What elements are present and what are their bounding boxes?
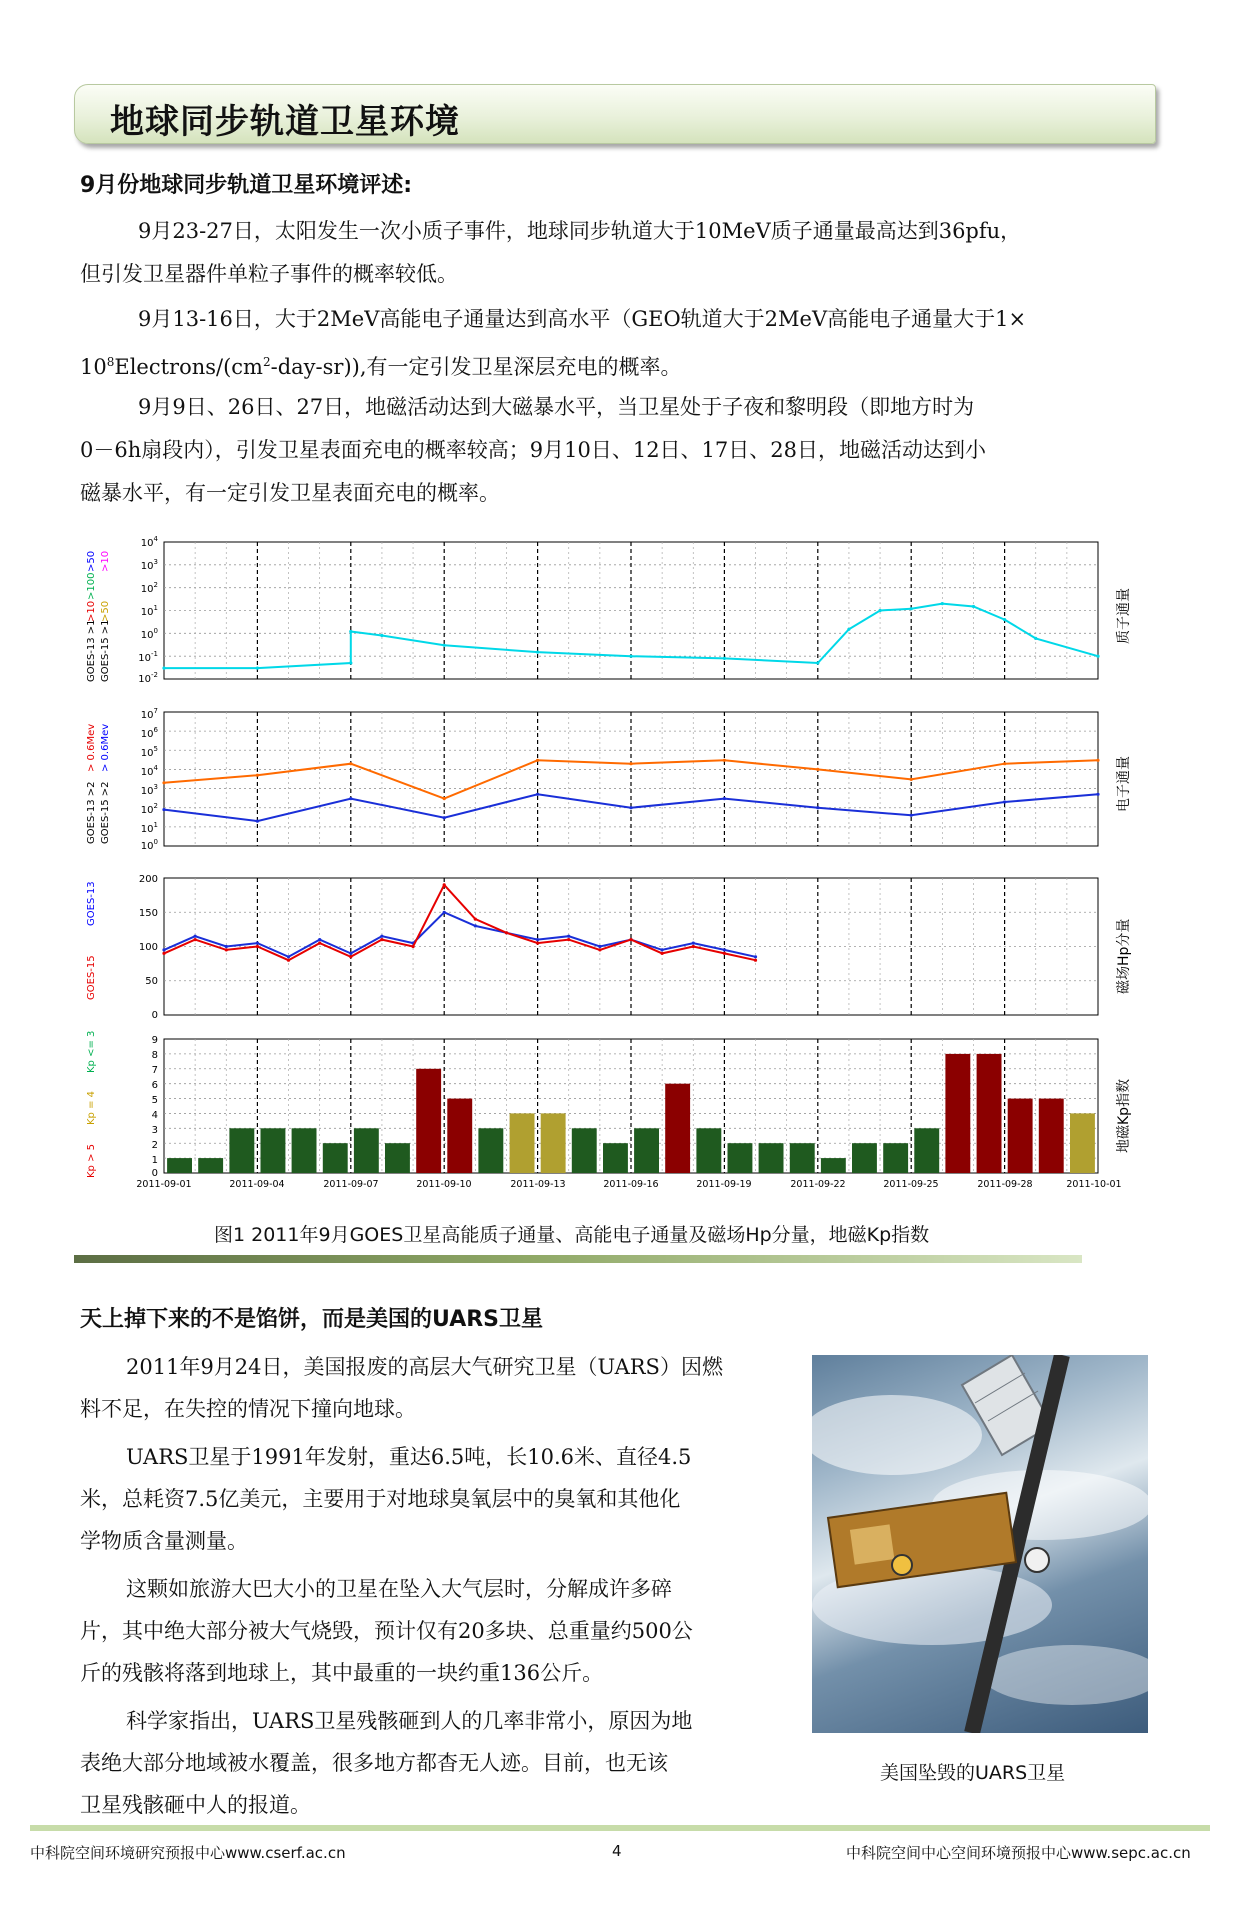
y-tick-label: 6 (151, 1080, 158, 1091)
kp-bar (821, 1158, 846, 1173)
data-point (567, 935, 570, 938)
para-line: 磁暴水平，有一定引发卫星表面充电的概率。 (80, 481, 500, 505)
data-point (723, 657, 726, 660)
legend-entry: GOES-15 (86, 955, 97, 1000)
data-point (318, 942, 321, 945)
para-line: 学物质含量测量。 (80, 1529, 248, 1553)
hp-panel-title: 磁场Hp分量 (1116, 918, 1132, 994)
paragraph-electron-flux (80, 298, 1160, 389)
x-tick-label: 2011-10-01 (1066, 1179, 1122, 1190)
x-tick-label: 2011-09-13 (510, 1179, 566, 1190)
power-base: 10 (80, 355, 107, 379)
legend-entry: >100 (86, 572, 97, 600)
kp-bar (354, 1128, 379, 1173)
data-point (910, 778, 913, 781)
data-point (1003, 618, 1006, 621)
hp-legend (86, 881, 97, 1000)
kp-bar (198, 1158, 223, 1173)
y-tick-label: $10^{-1}$ (138, 650, 158, 664)
photo-caption: 美国坠毁的UARS卫星 (880, 1762, 1066, 1784)
y-tick-label: $10^5$ (140, 745, 158, 759)
legend-entry: >10 (86, 600, 97, 622)
y-tick-label: 50 (145, 976, 158, 987)
y-tick-label: 9 (151, 1035, 158, 1046)
y-tick-label: $10^1$ (140, 604, 158, 618)
legend-entry: > 0.6Mev (86, 723, 97, 772)
data-point (443, 644, 446, 647)
data-point (443, 816, 446, 819)
x-tick-label: 2011-09-07 (323, 1179, 379, 1190)
data-point (256, 820, 259, 823)
kp-bar (541, 1113, 566, 1173)
x-tick-label: 2011-09-01 (136, 1179, 192, 1190)
kp-bar (852, 1143, 877, 1173)
uars-satellite-photo (812, 1355, 1148, 1733)
proton-y-ticks (138, 535, 158, 685)
data-point (225, 948, 228, 951)
y-tick-label: 200 (138, 874, 158, 885)
figure-caption: 图1 2011年9月GOES卫星高能质子通量、高能电子通量及磁场Hp分量，地磁Kp指数 (214, 1224, 930, 1246)
x-tick-label: 2011-09-28 (977, 1179, 1033, 1190)
data-point (816, 768, 819, 771)
unit-text: -day-sr)),有一定引发卫星深层充电的概率。 (270, 355, 682, 379)
legend-entry: GOES-13 (86, 881, 97, 926)
data-point (256, 667, 259, 670)
para-line: 斤的残骸将落到地球上，其中最重的一块约重136公斤。 (80, 1661, 604, 1685)
y-tick-label: $10^0$ (140, 627, 158, 641)
data-point (1003, 762, 1006, 765)
x-tick-label: 2011-09-22 (790, 1179, 846, 1190)
data-point (380, 935, 383, 938)
data-point (162, 808, 165, 811)
data-point (754, 959, 757, 962)
data-point (754, 955, 757, 958)
power-exponent: 2 (262, 355, 271, 369)
data-point (443, 911, 446, 914)
panel-titles (1115, 588, 1132, 1153)
page-number: 4 (612, 1842, 622, 1860)
kp-bar (1070, 1113, 1095, 1173)
legend-entry: >10 (100, 550, 111, 572)
kp-bar (883, 1143, 908, 1173)
data-point (816, 661, 819, 664)
kp-bar (167, 1158, 192, 1173)
data-point (162, 948, 165, 951)
page-title: 地球同步轨道卫星环境 (110, 102, 460, 142)
y-tick-label: 2 (151, 1140, 158, 1151)
y-tick-label: $10^3$ (140, 558, 158, 572)
data-point (1096, 793, 1099, 796)
data-point (194, 938, 197, 941)
legend-entry: > 0.6Mev (100, 723, 111, 772)
para-line: UARS卫星于1991年发射，重达6.5吨，长10.6米、直径4.5 (126, 1445, 692, 1469)
data-point (629, 655, 632, 658)
data-point (910, 814, 913, 817)
para-line: 米，总耗资7.5亿美元，主要用于对地球臭氧层中的臭氧和其他化 (80, 1487, 681, 1511)
x-tick-label: 2011-09-16 (603, 1179, 659, 1190)
data-point (536, 793, 539, 796)
kp-bar (1039, 1099, 1064, 1173)
data-point (847, 628, 850, 631)
y-tick-label: 4 (151, 1110, 158, 1121)
data-point (723, 948, 726, 951)
electron-y-ticks (141, 707, 159, 852)
data-point (287, 959, 290, 962)
paragraph-geomagnetic (80, 386, 1160, 515)
data-point (349, 762, 352, 765)
data-point (505, 931, 508, 934)
kp-bar (914, 1128, 939, 1173)
section-heading-geo: 9月份地球同步轨道卫星环境评述: (80, 173, 413, 198)
electron-panel-title: 电子通量 (1116, 756, 1132, 812)
data-point (287, 955, 290, 958)
data-point (536, 942, 539, 945)
kp-legend (86, 1031, 97, 1178)
proton-panel-title: 质子通量 (1116, 588, 1132, 644)
y-tick-label: $10^7$ (140, 707, 158, 721)
legend-entry: GOES-13 >2 (86, 781, 97, 844)
para-line: 这颗如旅游大巴大小的卫星在坠入大气层时，分解成许多碎 (126, 1577, 672, 1601)
data-point (536, 759, 539, 762)
y-tick-label: $10^2$ (140, 581, 158, 595)
data-point (629, 806, 632, 809)
kp-bar (447, 1099, 472, 1173)
uars-article (80, 1346, 800, 1826)
kp-bar (292, 1128, 317, 1173)
data-point (349, 661, 352, 664)
proton-legend (86, 551, 111, 682)
data-point (629, 938, 632, 941)
data-point (598, 945, 601, 948)
data-point (412, 945, 415, 948)
x-tick-labels (136, 1179, 1121, 1190)
x-tick-label: 2011-09-10 (416, 1179, 472, 1190)
kp-bar (790, 1143, 815, 1173)
data-point (194, 935, 197, 938)
para-line: 卫星残骸砸中人的报道。 (80, 1793, 311, 1817)
satellite-illustration (812, 1355, 1148, 1733)
para-line (80, 341, 1160, 389)
legend-entry: Kp = 4 (86, 1090, 97, 1125)
kp-bar (603, 1143, 628, 1173)
data-point (256, 774, 259, 777)
para-line: 9月13-16日，大于2MeV高能电子通量达到高水平（GEO轨道大于2MeV高能电子通量大于1× (138, 307, 1027, 331)
y-tick-label: 150 (138, 908, 158, 919)
data-point (536, 938, 539, 941)
legend-entry: Kp > 5 (86, 1143, 97, 1178)
data-point (474, 924, 477, 927)
data-point (629, 762, 632, 765)
data-point (349, 952, 352, 955)
data-point (1096, 655, 1099, 658)
legend-entry: GOES-15 >1 (100, 619, 111, 682)
kp-bar (510, 1113, 535, 1173)
data-point (1096, 759, 1099, 762)
data-point (349, 797, 352, 800)
data-point (879, 609, 882, 612)
power-exponent: 8 (106, 355, 115, 369)
data-point (318, 938, 321, 941)
y-tick-label: 100 (138, 942, 158, 953)
para-line: 9月23-27日，太阳发生一次小质子事件，地球同步轨道大于10MeV质子通量最高达到36pfu， (138, 219, 1022, 243)
kp-bar (945, 1054, 970, 1173)
kp-bar (696, 1128, 721, 1173)
footer-right-text: 中科院空间中心空间环境预报中心www.sepc.ac.cn (846, 1844, 1191, 1862)
data-point (723, 759, 726, 762)
kp-bar (416, 1069, 441, 1173)
para-line: 2011年9月24日，美国报废的高层大气研究卫星（UARS）因燃 (126, 1355, 723, 1379)
kp-panel-title: 地磁Kp指数 (1116, 1078, 1132, 1153)
y-tick-label: $10^4$ (140, 764, 158, 778)
data-point (567, 938, 570, 941)
kp-bar (1008, 1099, 1033, 1173)
data-point (661, 952, 664, 955)
data-point (692, 942, 695, 945)
legend-entry: GOES-15 >2 (100, 781, 111, 844)
data-point (816, 806, 819, 809)
y-tick-label: $10^4$ (140, 535, 158, 549)
x-tick-label: 2011-09-04 (229, 1179, 285, 1190)
footer-divider (30, 1825, 1210, 1831)
data-point (598, 948, 601, 951)
y-tick-label: $10^{-2}$ (138, 671, 158, 685)
kp-bar (665, 1084, 690, 1173)
para-line: 科学家指出，UARS卫星残骸砸到人的几率非常小，原因为地 (126, 1709, 693, 1733)
data-point (1003, 800, 1006, 803)
data-point (692, 945, 695, 948)
data-point (256, 942, 259, 945)
section-heading-uars: 天上掉下来的不是馅饼，而是美国的UARS卫星 (80, 1307, 544, 1332)
electron-legend (86, 724, 111, 844)
y-tick-label: $10^2$ (140, 802, 158, 816)
y-tick-label: $10^1$ (140, 821, 158, 835)
data-point (443, 797, 446, 800)
data-point (162, 667, 165, 670)
data-point (536, 651, 539, 654)
kp-bar (261, 1128, 286, 1173)
kp-bar (759, 1143, 784, 1173)
legend-entry: GOES-13 >1 (86, 619, 97, 682)
para-line: 片，其中绝大部分被大气烧毁，预计仅有20多块、总重量约500公 (80, 1619, 693, 1643)
unit-text: Electrons/(cm (114, 355, 263, 379)
y-tick-label: 0 (151, 1010, 158, 1021)
goes-figure (74, 528, 1174, 1198)
data-point (162, 781, 165, 784)
paragraph-proton-event (80, 210, 1160, 296)
para-line: 0－6h扇段内），引发卫星表面充电的概率较高；9月10日、12日、17日、28日，地磁活动达到小 (80, 438, 986, 462)
kp-bar (634, 1128, 659, 1173)
section-divider (74, 1255, 1082, 1263)
footer-left-text: 中科院空间环境研究预报中心www.cserf.ac.cn (30, 1844, 346, 1862)
data-point (443, 883, 446, 886)
y-tick-label: $10^0$ (140, 838, 158, 852)
data-point (941, 602, 944, 605)
y-tick-label: 8 (151, 1050, 158, 1061)
y-tick-label: 0 (151, 1168, 158, 1179)
kp-bar (977, 1054, 1002, 1173)
data-point (723, 797, 726, 800)
data-point (910, 607, 913, 610)
y-tick-label: $10^6$ (140, 726, 158, 740)
data-point (380, 938, 383, 941)
data-point (474, 918, 477, 921)
legend-entry: Kp <= 3 (86, 1030, 97, 1073)
kp-bar (323, 1143, 348, 1173)
para-line: 料不足，在失控的情况下撞向地球。 (80, 1397, 416, 1421)
y-tick-label: 7 (151, 1065, 158, 1076)
kp-y-ticks (152, 1035, 158, 1179)
x-tick-label: 2011-09-25 (883, 1179, 939, 1190)
data-point (380, 634, 383, 637)
para-line: 9月9日、26日、27日，地磁活动达到大磁暴水平，当卫星处于子夜和黎明段（即地方时为 (138, 395, 975, 419)
y-tick-label: 5 (151, 1095, 158, 1106)
kp-bar (572, 1128, 597, 1173)
legend-entry: >50 (100, 600, 111, 622)
para-line: 表绝大部分地域被水覆盖，很多地方都杳无人迹。目前，也无该 (80, 1751, 668, 1775)
y-tick-label: $10^3$ (140, 783, 158, 797)
para-line: 但引发卫星器件单粒子事件的概率较低。 (80, 262, 458, 286)
data-point (972, 605, 975, 608)
data-point (1034, 637, 1037, 640)
x-tick-label: 2011-09-19 (696, 1179, 752, 1190)
data-point (661, 948, 664, 951)
kp-bar (478, 1128, 503, 1173)
data-point (225, 945, 228, 948)
kp-bar (385, 1143, 410, 1173)
y-tick-label: 1 (151, 1155, 158, 1166)
data-point (349, 630, 352, 633)
data-point (349, 955, 352, 958)
data-point (723, 952, 726, 955)
y-tick-label: 3 (151, 1125, 158, 1136)
data-point (162, 952, 165, 955)
data-point (256, 945, 259, 948)
kp-bar (229, 1128, 254, 1173)
legend-entry: >50 (86, 550, 97, 572)
kp-bar (728, 1143, 753, 1173)
hp-y-ticks (139, 874, 158, 1021)
